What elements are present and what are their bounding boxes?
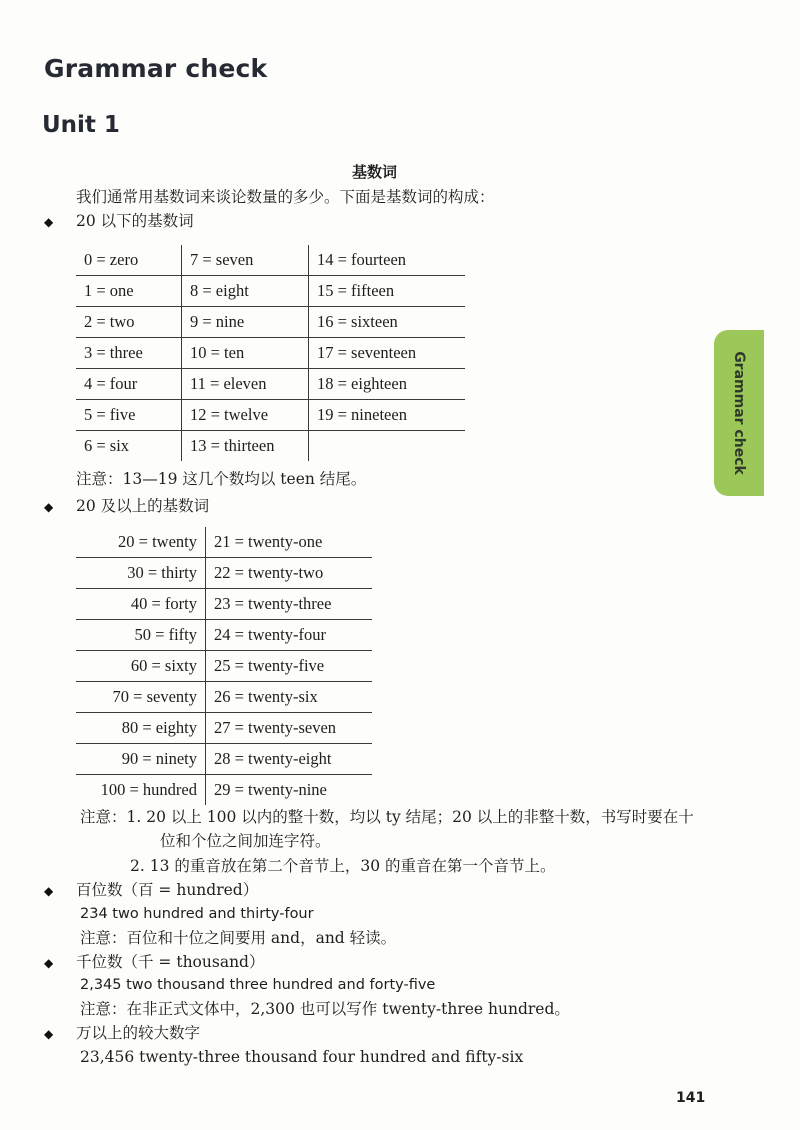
table-cell: 29 = twenty-nine (206, 775, 373, 806)
note-teen: 注意：13—19 这几个数均以 teen 结尾。 (76, 470, 367, 488)
hundreds-example: 234 two hundred and thirty-four (80, 906, 314, 922)
thousands-note: 注意：在非正式文体中，2,300 也可以写作 twenty-three hundred。 (80, 1000, 570, 1018)
table-cell: 8 = eight (182, 276, 309, 307)
table-cell: 22 = twenty-two (206, 558, 373, 589)
table-cell: 21 = twenty-one (206, 527, 373, 558)
table-cell: 40 = forty (76, 589, 206, 620)
table-cell: 70 = seventy (76, 682, 206, 713)
table-cell: 50 = fifty (76, 620, 206, 651)
page-title: Grammar check (44, 54, 268, 83)
side-tab-label: Grammar check (731, 351, 747, 475)
table-cell: 60 = sixty (76, 651, 206, 682)
table-below-20 (76, 245, 465, 461)
table-row (76, 338, 465, 369)
note-ty-line1b: 位和个位之间加连字符。 (160, 832, 331, 850)
table-cell: 10 = ten (182, 338, 309, 369)
bullet-20-plus: 20 及以上的基数词 (76, 497, 210, 515)
side-tab (714, 330, 764, 496)
hundreds-note: 注意：百位和十位之间要用 and，and 轻读。 (80, 929, 397, 947)
table-cell: 17 = seventeen (309, 338, 466, 369)
large-heading: 万以上的较大数字 (76, 1024, 201, 1042)
table-row (76, 713, 372, 744)
bullet-below-20: 20 以下的基数词 (76, 212, 194, 230)
table-cell: 5 = five (76, 400, 182, 431)
thousands-example: 2,345 two thousand three hundred and forty-five (80, 977, 436, 993)
page-number: 141 (676, 1090, 706, 1106)
table-cell: 18 = eighteen (309, 369, 466, 400)
table-row (76, 431, 465, 462)
table-cell: 1 = one (76, 276, 182, 307)
table-row (76, 775, 372, 806)
bullet-diamond-icon: ◆ (44, 500, 54, 514)
table-cell: 28 = twenty-eight (206, 744, 373, 775)
table-row (76, 400, 465, 431)
bullet-diamond-icon: ◆ (44, 956, 54, 970)
table-cell (309, 431, 466, 462)
note-stress: 2. 13 的重音放在第二个音节上，30 的重音在第一个音节上。 (130, 857, 556, 875)
table-cell: 100 = hundred (100, 780, 197, 799)
table-cell: 23 = twenty-three (206, 589, 373, 620)
table-cell: 6 = six (84, 436, 130, 455)
table-cell: 2 = two (76, 307, 182, 338)
table-row (76, 651, 372, 682)
table-cell: 90 = ninety (76, 744, 206, 775)
table-cell: 16 = sixteen (309, 307, 466, 338)
table-row (76, 589, 372, 620)
note-ty-line1: 注意：1. 20 以上 100 以内的整十数，均以 ty 结尾；20 以上的非整十数，书写时要在十 (80, 808, 694, 826)
table-cell: 4 = four (76, 369, 182, 400)
table-cell: 12 = twelve (182, 400, 309, 431)
table-row (76, 620, 372, 651)
table-cell: 20 = twenty (76, 527, 206, 558)
table-row (76, 245, 465, 276)
table-cell: 0 = zero (76, 245, 182, 276)
table-cell: 11 = eleven (182, 369, 309, 400)
table-cell: 9 = nine (182, 307, 309, 338)
table-row (76, 276, 465, 307)
table-20-plus (76, 527, 372, 805)
intro-text: 我们通常用基数词来谈论数量的多少。下面是基数词的构成： (76, 188, 495, 206)
table-cell: 3 = three (76, 338, 182, 369)
table-row (76, 307, 465, 338)
bullet-diamond-icon: ◆ (44, 884, 54, 898)
table-row (76, 744, 372, 775)
table-cell: 25 = twenty-five (206, 651, 373, 682)
table-cell: 14 = fourteen (309, 245, 466, 276)
section-heading: 基数词 (352, 163, 398, 181)
table-cell: 80 = eighty (76, 713, 206, 744)
table-row (76, 558, 372, 589)
bullet-diamond-icon: ◆ (44, 215, 54, 229)
hundreds-heading: 百位数（百 = hundred） (76, 881, 259, 899)
bullet-diamond-icon: ◆ (44, 1027, 54, 1041)
unit-heading: Unit 1 (42, 112, 120, 138)
table-row (76, 527, 372, 558)
table-row (76, 682, 372, 713)
table-row (76, 369, 465, 400)
table-cell: 27 = twenty-seven (206, 713, 373, 744)
table-cell: 30 = thirty (76, 558, 206, 589)
table-cell: 19 = nineteen (309, 400, 466, 431)
large-example: 23,456 twenty-three thousand four hundred and fifty-six (80, 1048, 524, 1066)
table-cell: 7 = seven (182, 245, 309, 276)
table-cell: 26 = twenty-six (206, 682, 373, 713)
table-cell: 15 = fifteen (309, 276, 466, 307)
table-cell: 13 = thirteen (182, 431, 309, 462)
thousands-heading: 千位数（千 = thousand） (76, 953, 265, 971)
table-cell: 24 = twenty-four (206, 620, 373, 651)
